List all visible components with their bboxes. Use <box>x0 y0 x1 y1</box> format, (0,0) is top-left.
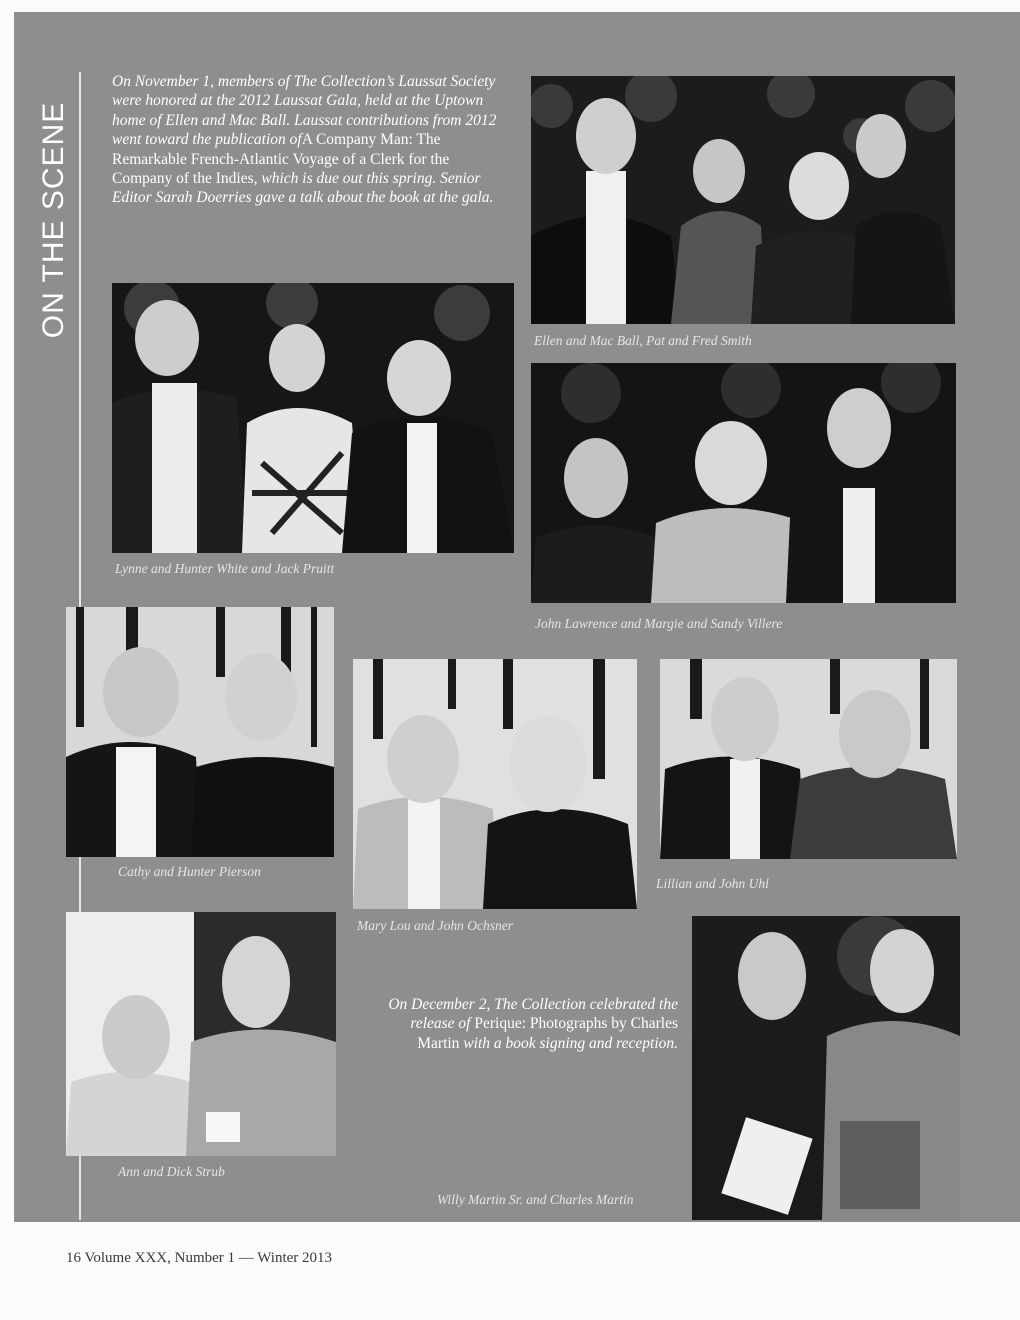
photo-uhl <box>660 659 957 859</box>
photo-lawrence-villere <box>531 363 956 603</box>
photo-ochsner <box>353 659 637 909</box>
book-title-a-company-man: A Company Man: The Remarkable French-Atlantic Voyage of a Clerk for the Company of the Indies, <box>112 131 450 188</box>
caption-strub: Ann and Dick Strub <box>118 1164 225 1179</box>
caption-martin: Willy Martin Sr. and Charles Martin <box>437 1192 634 1207</box>
photo-martin <box>692 916 960 1220</box>
book-title-perique: Perique: Photographs by Charles Martin <box>417 1015 678 1052</box>
caption-uhl: Lillian and John Uhl <box>656 876 769 891</box>
section-title-text: ON THE SCENE <box>37 101 70 339</box>
page-footer: 16 Volume XXX, Number 1 — Winter 2013 <box>66 1250 333 1266</box>
caption-lawrence-villere: John Lawrence and Margie and Sandy Villere <box>535 616 783 631</box>
caption-ball-smith: Ellen and Mac Ball, Pat and Fred Smith <box>534 333 752 348</box>
caption-white-pruitt: Lynne and Hunter White and Jack Pruitt <box>115 561 335 576</box>
caption-pierson: Cathy and Hunter Pierson <box>118 864 261 879</box>
photo-strub <box>66 912 336 1156</box>
event-paragraph-perique: On December 2, The Collection celebrated the release of Perique: Photographs by Charles Martin with a book signing and reception. <box>388 996 678 1052</box>
section-title <box>34 100 74 340</box>
intro-paragraph: On November 1, members of The Collection’s Laussat Society were honored at the 2012 Laussat Gala, held at the Uptown home of Ellen and Mac Ball. Laussat contributions from 2012 went toward the publication ofA Company Man: The Remarkable French-Atlantic Voyage of a Clerk for the Company of the Indies, which is due out this spring. Senior Editor Sarah Doerries gave a talk about the book at the gala. <box>112 73 497 207</box>
caption-ochsner: Mary Lou and John Ochsner <box>357 918 513 933</box>
photo-white-pruitt <box>112 283 514 553</box>
photo-ball-smith <box>531 76 955 324</box>
photo-pierson <box>66 607 334 857</box>
